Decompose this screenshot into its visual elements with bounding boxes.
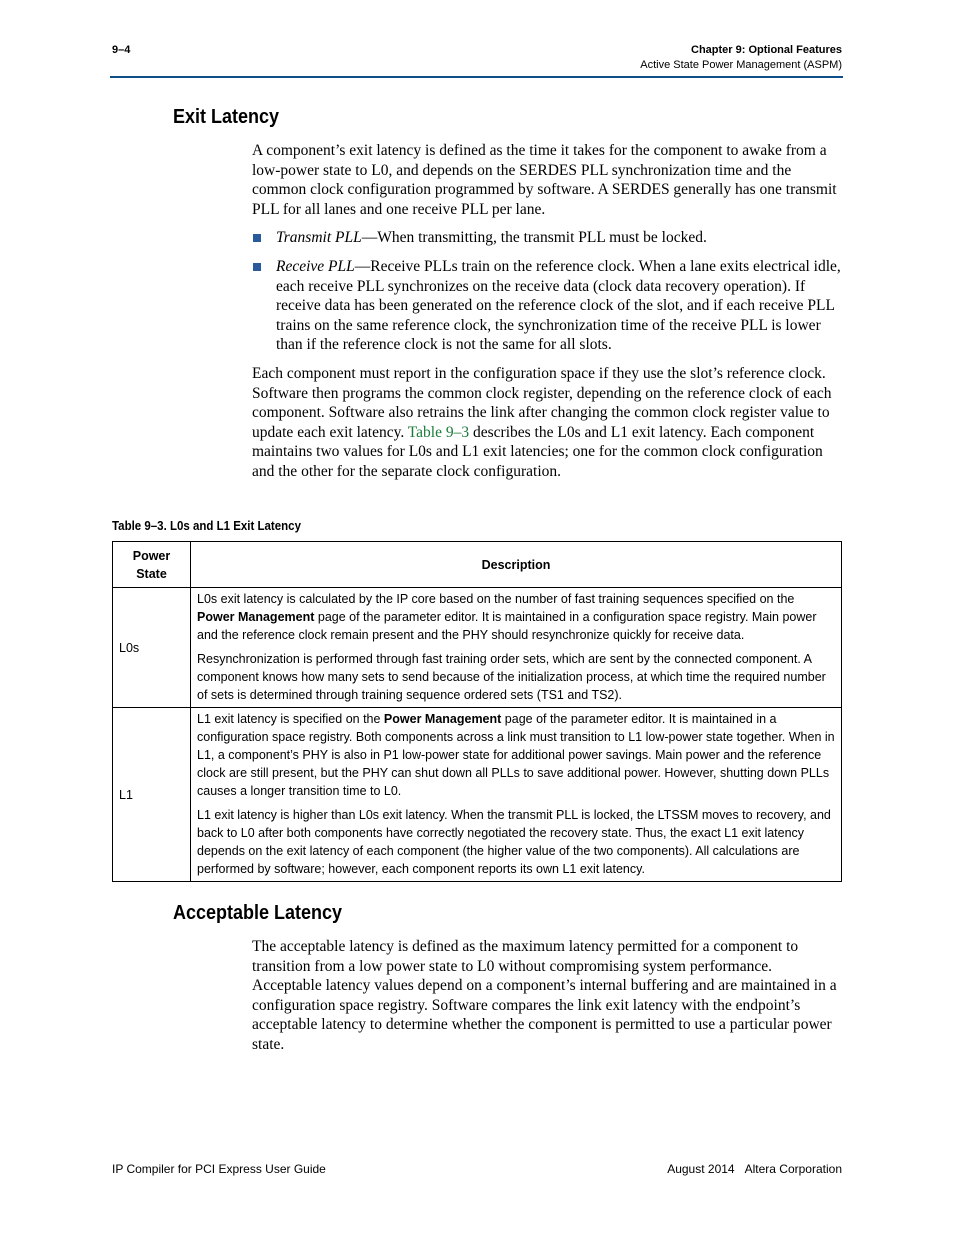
exit-latency-body [252, 141, 842, 482]
table-row-l0s [113, 588, 842, 708]
table-9-3-link[interactable]: Table 9–3 [407, 423, 470, 441]
bullet-receive-pll [252, 257, 842, 355]
section-title: Active State Power Management (ASPM) [640, 59, 842, 71]
footer-doc-title: IP Compiler for PCI Express User Guide [112, 1162, 326, 1176]
bullet-text: —Receive PLLs train on the reference clock. When a lane exits electrical idle, each receive PLL synchronizes on the receive data (clock data recovery operation). If receive data has been generated on the reference clock of the slot, and if each receive PLL trains on the same reference clock, the synchronization time of the receive PLL is lower than if the reference clock is not the same for all slots. [276, 257, 841, 354]
acceptable-latency-body [252, 937, 842, 1055]
description-cell: L0s exit latency is calculated by the IP core based on the number of fast training sequences specified on the Power Management page of the parameter editor. It is maintained in a configuration space registry. Main power and the reference clock remain present and the PHY should resynchronize quickly for receive data. Resynchronization is performed through fast training order sets, which are sent by the connected component. A component knows how many sets to send because of the initialization process, at which time the required number of sets is determined through training sequence ordered sets (TS1 and TS2). [191, 588, 842, 708]
acceptable-latency-heading: Acceptable Latency [173, 902, 343, 924]
bullet-transmit-pll [252, 228, 842, 248]
col-header-power-state: Power State [113, 542, 191, 588]
exit-latency-para2: Each component must report in the configuration space if they use the slot’s reference clock. Software then programs the common clock register, depending on the reference clock of each component. Software also retrains the link after changing the common clock register value to update each exit latency. Table 9–3 describes the L0s and L1 exit latency. Each component maintains two values for L0s and L1 exit latencies; one for the common clock configuration and the other for the separate clock configuration. [252, 364, 832, 480]
exit-latency-intro: A component’s exit latency is defined as the time it takes for the component to awake from a low-power state to L0, and depends on the SERDES PLL synchronization time and the common clock configuration programmed by software. A SERDES generally has one transmit PLL for all lanes and one receive PLL per lane. [252, 142, 837, 218]
exit-latency-heading: Exit Latency [173, 106, 280, 128]
bullet-text: —When transmitting, the transmit PLL must be locked. [361, 229, 707, 247]
table-row-l1 [113, 708, 842, 882]
exit-latency-table [112, 541, 842, 882]
power-state-cell: L1 [113, 708, 191, 882]
bullet-square-icon [253, 263, 261, 271]
bullet-term: Transmit PLL [276, 229, 362, 247]
description-cell: L1 exit latency is specified on the Power Management page of the parameter editor. It is maintained in a configuration space registry. Both components across a link must transition to L1 low-power state together. When in L1, a component’s PHY is also in P1 low-power state for additional power savings. Main power and the reference clock are still present, but the PHY can shut down all PLLs to save additional power. However, shutting down PLLs causes a longer transition time to L0. L1 exit latency is higher than L0s exit latency. When the transmit PLL is locked, the LTSSM moves to recovery, and back to L0 after both components have correctly negotiated the recovery state. Thus, the exact L1 exit latency depends on the exit latency of each component (the higher value of the two components). All calculations are performed by software; however, each component reports its own L1 exit latency. [191, 708, 842, 882]
bullet-term: Receive PLL [276, 257, 355, 275]
footer-date-company: August 2014 Altera Corporation [667, 1162, 842, 1176]
bullet-square-icon [253, 234, 261, 242]
header-rule [110, 76, 843, 78]
pll-bullet-list [252, 228, 842, 355]
power-state-cell: L0s [113, 588, 191, 708]
table-caption: Table 9–3. L0s and L1 Exit Latency [112, 519, 301, 533]
acceptable-latency-text: The acceptable latency is defined as the maximum latency permitted for a component to transition from a low power state to L0 without compromising system performance. Acceptable latency values depend on a component’s internal buffering and are maintained in a configuration space registry. Software compares the link exit latency with the endpoint’s acceptable latency to determine whether the component is permitted to use a particular power state. [252, 938, 837, 1053]
col-header-description: Description [191, 542, 842, 588]
page-number: 9–4 [112, 44, 131, 56]
running-header [640, 43, 842, 73]
table-header-row [113, 542, 842, 588]
chapter-title: Chapter 9: Optional Features [691, 44, 842, 56]
